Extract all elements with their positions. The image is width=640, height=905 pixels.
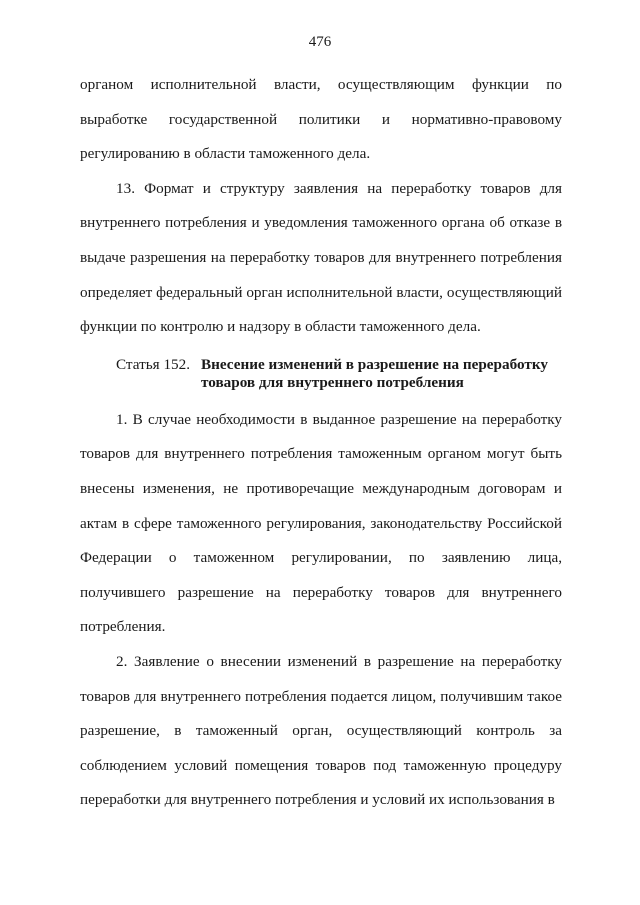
paragraph-1: 1. В случае необходимости в выданное разрешение на переработку товаров для внутреннего потребления таможенным органом могут быть внесены изменения, не противоречащие международным договорам и актам в сфере таможенного регулирования, законодательству Российской Федерации о таможенном регулировании, по заявлению лица, получившего разрешение на переработку товаров для внутреннего потребления. <box>80 410 562 636</box>
paragraph-13: 13. Формат и структуру заявления на переработку товаров для внутреннего потребления и уведомления таможенного органа об отказе в выдаче разрешения на переработку товаров для внутреннего потребления определяет федеральный орган исполнительной власти, осуществляющий функции по контролю и надзору в области таможенного дела. <box>80 179 562 336</box>
article-title-line-2: товаров для внутреннего потребления <box>201 373 464 391</box>
paragraph-continuation: органом исполнительной власти, осуществляющим функции по выработке государственной политики и нормативно-правовому регулированию в области таможенного дела. <box>80 76 562 163</box>
article-heading <box>80 356 562 392</box>
page-number: 476 <box>308 34 332 50</box>
paragraph-2: 2. Заявление о внесении изменений в разрешение на переработку товаров для внутреннего потребления подается лицом, получившим такое разрешение, в таможенный орган, осуществляющий контроль за соблюдением условий помещения товаров под таможенную процедуру переработки для внутреннего потребления и условий их использования в <box>80 652 562 809</box>
article-title <box>201 356 562 392</box>
article-title-line-1: Внесение изменений в разрешение на переработку <box>201 355 548 373</box>
article-number: Статья 152. <box>116 355 191 373</box>
document-body <box>80 68 562 818</box>
